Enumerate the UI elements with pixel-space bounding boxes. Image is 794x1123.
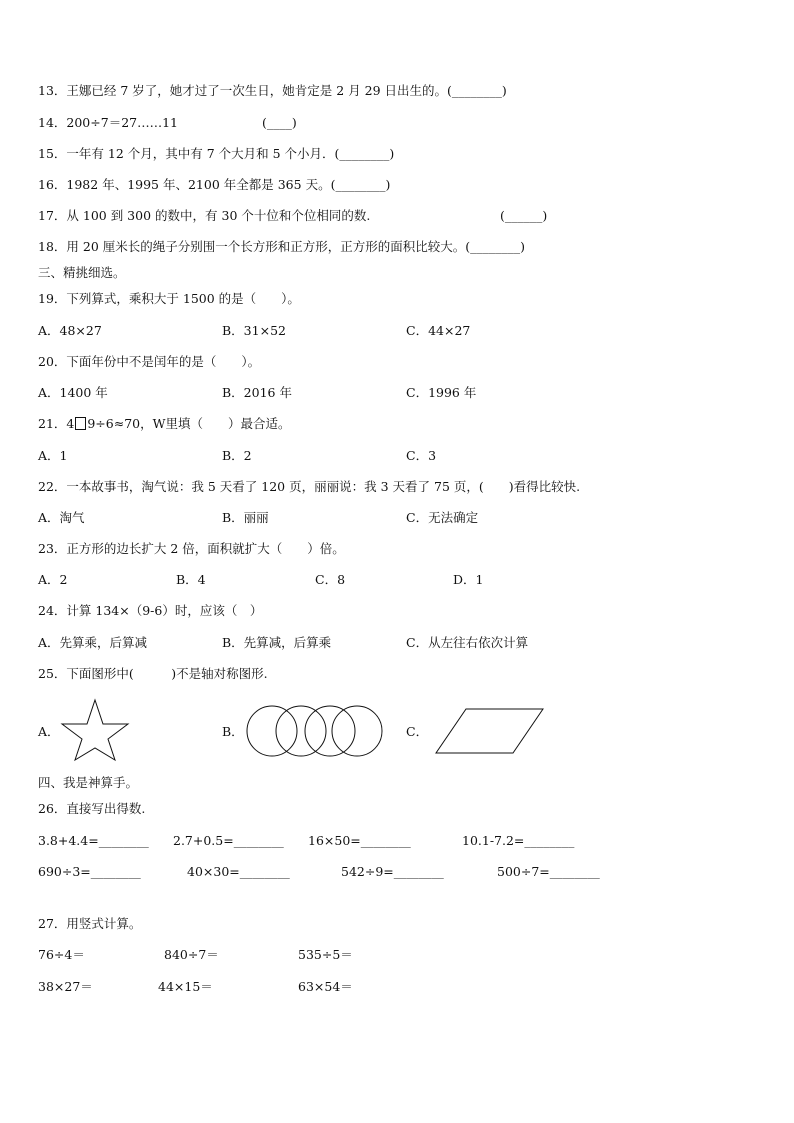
question-14: 14．200÷7＝27……11 (38, 115, 179, 130)
star-shape (60, 698, 130, 762)
question-15: 15．一年有 12 个月，其中有 7 个大月和 5 个小月．(________) (38, 146, 395, 161)
option-22a: A．淘气 (38, 510, 85, 525)
question-19: 19．下列算式，乘积大于 1500 的是（ ）。 (38, 291, 300, 306)
question-16: 16．1982 年、1995 年、2100 年全都是 365 天。(________) (38, 177, 391, 192)
option-24a: A．先算乘，后算减 (38, 635, 148, 650)
question-13: 13．王娜已经 7 岁了，她才过了一次生日，她肯定是 2 月 29 日出生的。(________) (38, 83, 507, 98)
option-19c: C．44×27 (406, 323, 471, 338)
section-3-heading: 三、精挑细选。 (38, 265, 126, 280)
option-21a: A．1 (38, 448, 68, 463)
vertical-calc-item: 535÷5＝ (298, 947, 353, 962)
option-21b: B．2 (222, 448, 252, 463)
option-22c: C．无法确定 (406, 510, 479, 525)
calc-item: 500÷7=________ (497, 864, 600, 879)
option-20c: C．1996 年 (406, 385, 477, 400)
question-18: 18．用 20 厘米长的绳子分别围一个长方形和正方形，正方形的面积比较大。(________) (38, 239, 526, 254)
option-25a-label: A． (38, 724, 60, 739)
question-23: 23．正方形的边长扩大 2 倍，面积就扩大（ ）倍。 (38, 541, 345, 556)
calc-item: 690÷3=________ (38, 864, 141, 879)
vertical-calc-item: 44×15＝ (158, 979, 213, 994)
section-4-heading: 四、我是神算手。 (38, 775, 139, 790)
option-19a: A．48×27 (38, 323, 102, 338)
question-17-blank: (______) (500, 208, 548, 223)
option-24c: C．从左往右依次计算 (406, 635, 529, 650)
question-25: 25．下面图形中( )不是轴对称图形. (38, 666, 268, 681)
option-25c-label: C． (406, 724, 429, 739)
option-22b: B．丽丽 (222, 510, 269, 525)
question-24: 24．计算 134×（9-6）时，应该（ ） (38, 603, 263, 618)
question-27: 27．用竖式计算。 (38, 916, 142, 931)
blank-box-icon (75, 417, 86, 430)
question-22: 22．一本故事书，淘气说：我 5 天看了 120 页，丽丽说：我 3 天看了 75 页，( )看得比较快. (38, 479, 581, 494)
option-21c: C．3 (406, 448, 437, 463)
option-20b: B．2016 年 (222, 385, 292, 400)
option-25b-label: B． (222, 724, 244, 739)
question-17: 17．从 100 到 300 的数中，有 30 个十位和个位相同的数. (38, 208, 371, 223)
calc-item: 542÷9=________ (341, 864, 444, 879)
option-23b: B．4 (176, 572, 206, 587)
question-20: 20．下面年份中不是闰年的是（ ）。 (38, 354, 261, 369)
calc-item: 3.8+4.4=________ (38, 833, 149, 848)
option-23c: C．8 (315, 572, 346, 587)
parallelogram-shape (434, 707, 546, 755)
question-21-suffix: 9÷6≈70，W里填（ ）最合适。 (87, 416, 291, 431)
calc-item: 40×30=________ (187, 864, 290, 879)
question-26: 26．直接写出得数. (38, 801, 146, 816)
calc-item: 16×50=________ (308, 833, 411, 848)
option-19b: B．31×52 (222, 323, 286, 338)
option-24b: B．先算减，后算乘 (222, 635, 332, 650)
vertical-calc-item: 840÷7＝ (164, 947, 219, 962)
calc-item: 10.1-7.2=________ (462, 833, 575, 848)
vertical-calc-item: 76÷4＝ (38, 947, 85, 962)
question-14-blank: (____) (262, 115, 297, 130)
option-23a: A．2 (38, 572, 68, 587)
vertical-calc-item: 38×27＝ (38, 979, 93, 994)
vertical-calc-item: 63×54＝ (298, 979, 353, 994)
question-21-prefix: 21．4 (38, 416, 75, 431)
option-23d: D．1 (453, 572, 484, 587)
rings-shape (244, 704, 384, 758)
question-21 (38, 416, 290, 432)
option-20a: A．1400 年 (38, 385, 108, 400)
calc-item: 2.7+0.5=________ (173, 833, 284, 848)
